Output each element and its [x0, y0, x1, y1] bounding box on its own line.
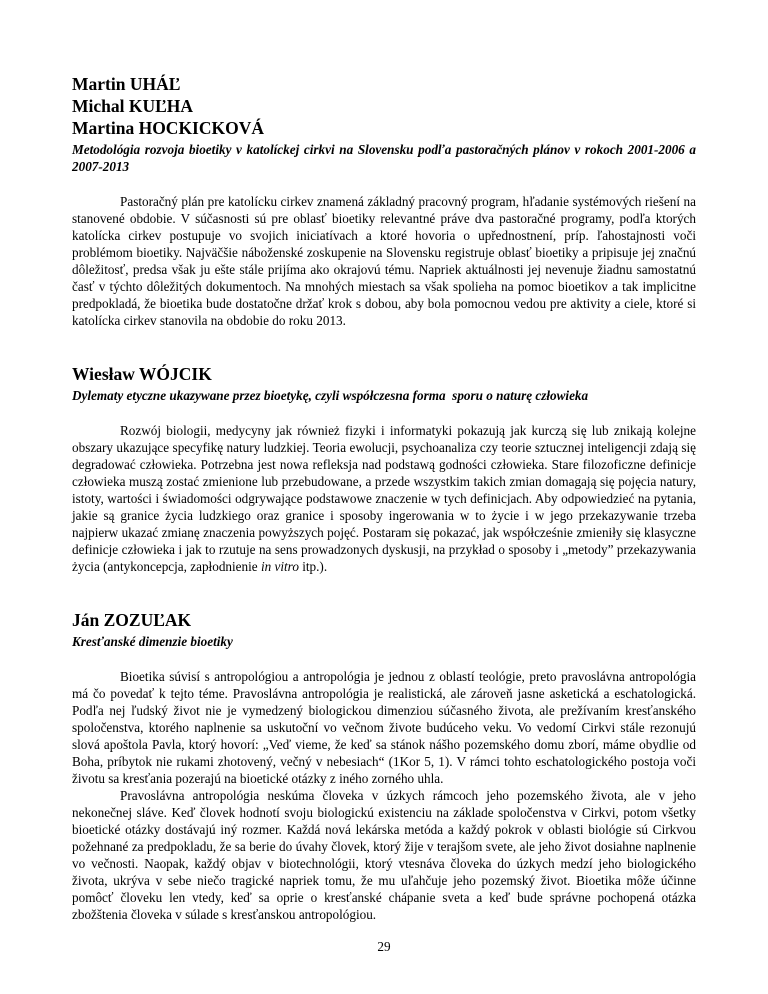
- abstract-paragraph: Pravoslávna antropológia neskúma človeka v úzkych rámcoch jeho pozemského života, ale v jeho nekonečnej sláve. Keď človek hodnotí svoju biologickú existenciu na základe spoločenstva v Cirkvi, potom všetky bioetické otázky dostávajú iný rozmer. Každá nová lekárska metóda a každý pokrok v oblasti biológie sú Cirkvou požehnané za predpokladu, že sa berie do úvahy človek, ktorý žije v terajšom svete, ale jeho život dosiahne naplnenie vo večnosti. Naopak, každý objav v biotechnológii, ktorý vtesnáva človeka do úzkych medzí jeho biologického života, ukrýva v sebe niečo tragické napriek tomu, že mu uľahčuje jeho pozemský život. Bioetika môže účinne pomôcť človeku len vtedy, keď sa oprie o kresťanské chápanie sveta a keď bude správne pochopená otázka zbožštenia človeka v súlade s kresťanskou antropológiou.: [72, 788, 696, 922]
- abstract-section-1: [72, 73, 696, 329]
- paragraph-text: itp.).: [302, 559, 328, 574]
- author-name: Martin UHÁĽ: [72, 74, 181, 94]
- italic-term: in vitro: [260, 559, 299, 574]
- abstract-section-2: [72, 363, 696, 575]
- abstract-section-3: [72, 609, 696, 923]
- abstract-title: Kresťanské dimenzie bioetiky: [72, 634, 233, 649]
- abstract-paragraph: Bioetika súvisí s antropológiou a antropológia je jednou z oblastí teológie, preto pravoslávna antropológia má čo povedať k tejto téme. Pravoslávna antropológia je realistická, ale zároveň jasne asketická a eschatologická. Podľa nej ľudský život nie je vymedzený biologickou dimenziou súčasného života, ale prežívaním kresťanského spoločenstva, ktorého naplnenie sa uskutoční vo večnom živote budúceho veku. Vo vedomí Cirkvi stále rezonujú slová apoštola Pavla, ktorý hovorí: „Veď vieme, že keď sa stánok nášho pozemského domu zborí, máme obydlie od Boha, príbytok nie rukami zhotovený, večný v nebesiach“ (1Kor 5, 1). V rámci tohto eschatologického postoja voči životu sa kresťania pozerajú na bioetické otázky z iného zorného uhla.: [72, 669, 696, 786]
- abstract-title: Dylematy etyczne ukazywane przez bioetykę, czyli współczesna forma sporu o naturę człowieka: [72, 388, 589, 403]
- document-page: [72, 73, 696, 923]
- author-name: Michal KUĽHA: [72, 96, 194, 116]
- author-name: Ján ZOZUĽAK: [72, 610, 192, 630]
- author-name: Martina HOCKICKOVÁ: [72, 118, 265, 138]
- abstract-paragraph: Pastoračný plán pre katolícku cirkev znamená základný pracovný program, hľadanie systémových riešení na stanovené obdobie. V súčasnosti sú pre oblasť bioetiky relevantné práve dva pastoračné programy, podľa ktorých katolícka cirkev postupuje vo svojich iniciatívach a ktoré hovoria o upřednostnení, príp. ľahostajnosti voči problémom bioetiky. Najväčšie náboženské zoskupenie na Slovensku registruje oblasť bioetiky a pripisuje jej značnú dôležitosť, predsa však ju ešte stále prijíma ako okrajovú tému. Napriek aktuálnosti jej nevenuje žiadnu samostatnú časť v týchto dôležitých dokumentoch. Na mnohých miestach sa však spolieha na pomoc bioetikov a tak implicitne predpokladá, že bioetika bude dostatočne držať krok s dobou, aby bola pomocnou vedou pre aktivity a ciele, ktoré si katolícka cirkev stanovila na obdobie do roku 2013.: [72, 194, 696, 328]
- author-name: Wiesław WÓJCIK: [72, 364, 212, 384]
- paragraph-text: Rozwój biologii, medycyny jak również fizyki i informatyki pokazują jak kurczą się lub znikają kolejne obszary ukazujące specyfikę natury ludzkiej. Teoria ewolucji, psychoanaliza czy teorie sztucznej inteligencji zdają się degradować człowieka. Potrzebna jest nowa refleksja nad podstawą godności człowieka. Stare filozoficzne definicje człowieka muszą zostać zmienione lub przebudowane, a przede wszystkim takich zmian domagają się pojęcia natury, istoty, wartości i świadomości odgrywające podstawowe znaczenie w tych definicjach. Aby odpowiedzieć na pytania, jakie są granice życia ludzkiego oraz granice i sposoby ingerowania w to życie i w jego przekazywanie trzeba najpierw ukazać zmianę znaczenia powyższych pojęć. Postaram się pokazać, jak współcześnie zmieniły się klasyczne definicje człowieka i jak to rzutuje na sens prowadzonych dyskusji, na przykład o sposoby i „metody” przekazywania życia (antykoncepcja, zapłodnienie: [72, 423, 696, 574]
- page-number: 29: [377, 939, 391, 954]
- abstract-title: Metodológia rozvoja bioetiky v katolíckej cirkvi na Slovensku podľa pastoračných plánov v rokoch 2001-2006 a 2007-2013: [72, 142, 696, 174]
- abstract-paragraph: [72, 422, 696, 575]
